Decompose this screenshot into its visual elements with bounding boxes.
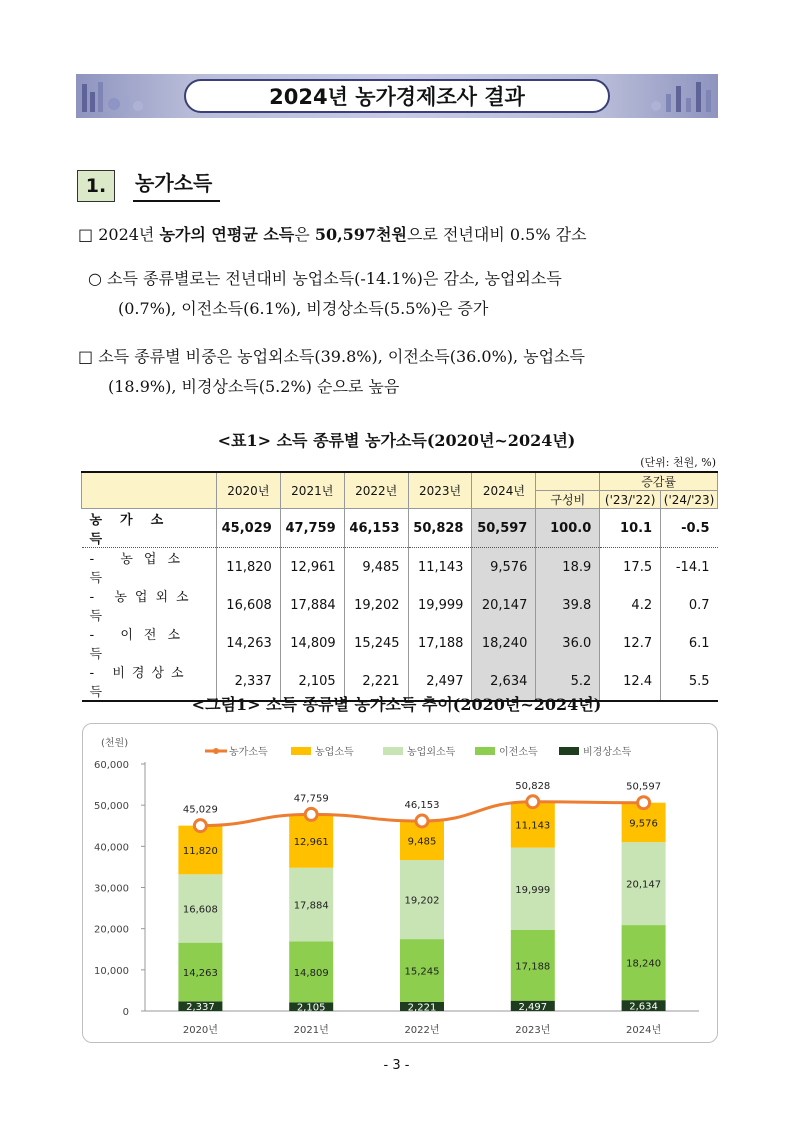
bar-data-label: 14,809 xyxy=(293,967,329,979)
table-cell: 6.1 xyxy=(661,624,718,662)
p3-line-2: (18.9%), 비경상소득(5.2%) 순으로 높음 xyxy=(108,377,400,396)
bar-data-label: 11,820 xyxy=(182,845,218,857)
summary-paragraph-3 xyxy=(78,342,585,402)
x-tick-label: 2020년 xyxy=(182,1025,218,1036)
table-cell: 2,337 xyxy=(216,662,280,701)
bar-data-label: 2,105 xyxy=(296,1002,326,1014)
bar-data-label: 19,202 xyxy=(404,895,440,907)
row-label: - 농업외소득 xyxy=(89,590,197,624)
table-cell: 36.0 xyxy=(536,624,600,662)
line-marker xyxy=(305,808,317,820)
table-cell: 11,143 xyxy=(408,548,472,587)
p1-bold-1: 농가의 연평균 소득 xyxy=(159,225,295,244)
line-data-label: 47,759 xyxy=(293,793,329,805)
legend-swatch xyxy=(559,747,579,755)
table-cell: 12.4 xyxy=(600,662,661,701)
table-cell: 18.9 xyxy=(536,548,600,587)
header-year: 2022년 xyxy=(344,472,408,509)
table-caption: <표1> 소득 종류별 농가소득(2020년~2024년) xyxy=(217,431,576,450)
bar-data-label: 17,884 xyxy=(293,900,329,912)
y-tick-label: 30,000 xyxy=(94,883,129,895)
table-cell: 18,240 xyxy=(472,624,536,662)
table-cell: 14,263 xyxy=(216,624,280,662)
table-cell: 45,029 xyxy=(216,509,280,548)
table-row xyxy=(82,624,718,662)
line-data-label: 46,153 xyxy=(404,800,440,812)
bar-data-label: 14,263 xyxy=(182,968,218,980)
table-cell: 5.5 xyxy=(661,662,718,701)
table-cell: 2,105 xyxy=(280,662,344,701)
table-cell: 19,202 xyxy=(344,586,408,624)
table-cell: 17,188 xyxy=(408,624,472,662)
legend-label: 이전소득 xyxy=(499,747,538,758)
p1-prefix: □ 2024년 xyxy=(78,225,160,244)
row-label: - 농업소득 xyxy=(89,552,191,586)
y-tick-label: 10,000 xyxy=(94,965,129,977)
bar-data-label: 2,497 xyxy=(518,1001,548,1013)
line-data-label: 45,029 xyxy=(182,804,218,816)
bar-data-label: 12,961 xyxy=(293,837,329,849)
table-cell: 2,221 xyxy=(344,662,408,701)
banner-title: 2024년 농가경제조사 결과 xyxy=(184,79,610,113)
legend-label: 비경상소득 xyxy=(583,747,632,758)
table-cell: 11,820 xyxy=(216,548,280,587)
figure-caption: <그림1> 소득 종류별 농가소득 추이(2020년~2024년) xyxy=(191,695,602,714)
legend-marker xyxy=(213,748,219,754)
bar-data-label: 18,240 xyxy=(626,958,662,970)
header-change-24-23: ('24/'23) xyxy=(661,491,718,509)
title-banner xyxy=(76,74,718,118)
x-tick-label: 2023년 xyxy=(515,1025,551,1036)
header-blank xyxy=(82,472,217,509)
table-cell: 5.2 xyxy=(536,662,600,701)
header-year: 2024년 xyxy=(472,472,536,509)
table-cell: -0.5 xyxy=(661,509,718,548)
bar-data-label: 2,337 xyxy=(186,1002,215,1014)
table-cell: 14,809 xyxy=(280,624,344,662)
x-tick-label: 2021년 xyxy=(293,1025,329,1036)
table-cell: 10.1 xyxy=(600,509,661,548)
bar-data-label: 9,576 xyxy=(629,818,658,830)
summary-paragraph-2 xyxy=(88,264,562,324)
table-cell: 2,497 xyxy=(408,662,472,701)
table-cell: 17.5 xyxy=(600,548,661,587)
p1-bold-2: 50,597천원 xyxy=(314,225,407,244)
income-table xyxy=(81,471,718,702)
bar-graph-decoration-icon xyxy=(624,80,714,114)
table-cell: 16,608 xyxy=(216,586,280,624)
legend-label: 농가소득 xyxy=(229,747,268,758)
summary-paragraph-1 xyxy=(78,220,587,250)
y-axis-label: (천원) xyxy=(101,738,129,749)
header-year: 2020년 xyxy=(216,472,280,509)
table-cell: 50,597 xyxy=(472,509,536,548)
y-tick-label: 60,000 xyxy=(94,760,129,771)
line-marker xyxy=(638,797,650,809)
table-cell: 17,884 xyxy=(280,586,344,624)
legend-swatch xyxy=(291,747,311,755)
y-tick-label: 20,000 xyxy=(94,924,129,936)
table-cell: 12.7 xyxy=(600,624,661,662)
table-unit: (단위: 천원, %) xyxy=(640,456,716,469)
legend-label: 농업외소득 xyxy=(407,747,456,758)
row-label: 농가소득 xyxy=(82,509,217,548)
table-row xyxy=(82,586,718,624)
p3-line-1: □ 소득 종류별 비중은 농업외소득(39.8%), 이전소득(36.0%), 농업소득 xyxy=(78,347,586,366)
legend-swatch xyxy=(383,747,403,755)
line-data-label: 50,828 xyxy=(515,780,551,792)
table-cell: 12,961 xyxy=(280,548,344,587)
bar-data-label: 16,608 xyxy=(182,904,218,916)
y-tick-label: 50,000 xyxy=(94,801,129,813)
header-change-23-22: ('23/'22) xyxy=(600,491,661,509)
table-cell: 15,245 xyxy=(344,624,408,662)
line-data-label: 50,597 xyxy=(626,781,662,793)
legend-swatch xyxy=(475,747,495,755)
table-cell: 0.7 xyxy=(661,586,718,624)
chart-svg xyxy=(83,724,719,1044)
section-title: 농가소득 xyxy=(133,167,220,202)
page-number: - 3 - xyxy=(383,1058,410,1073)
legend-label: 농업소득 xyxy=(315,747,354,758)
income-chart xyxy=(82,723,718,1043)
p1-mid: 은 xyxy=(294,225,315,244)
table-cell: 47,759 xyxy=(280,509,344,548)
table-row xyxy=(82,509,718,548)
header-year: 2023년 xyxy=(408,472,472,509)
table-cell: 9,485 xyxy=(344,548,408,587)
header-year: 2021년 xyxy=(280,472,344,509)
bar-data-label: 17,188 xyxy=(515,961,551,973)
section-heading xyxy=(77,167,220,202)
bar-data-label: 19,999 xyxy=(515,884,551,896)
row-label: - 비경상소득 xyxy=(82,662,217,701)
bar-data-label: 20,147 xyxy=(626,879,662,891)
table-row xyxy=(82,548,718,587)
y-tick-label: 0 xyxy=(122,1007,129,1018)
p2-line-1: ○ 소득 종류별로는 전년대비 농업소득(-14.1%)은 감소, 농업외소득 xyxy=(88,269,562,288)
bar-data-label: 2,221 xyxy=(407,1002,437,1014)
line-marker xyxy=(194,820,206,832)
table-cell: 19,999 xyxy=(408,586,472,624)
header-change-rate: 증감률 xyxy=(600,472,718,491)
table-cell: 4.2 xyxy=(600,586,661,624)
section-number: 1. xyxy=(77,170,115,202)
header-blank xyxy=(536,472,600,491)
table-cell: 9,576 xyxy=(472,548,536,587)
table-cell: 50,828 xyxy=(408,509,472,548)
p1-suffix: 으로 전년대비 0.5% 감소 xyxy=(406,225,587,244)
bar-data-label: 11,143 xyxy=(515,820,551,832)
table-cell: 2,634 xyxy=(472,662,536,701)
header-share: 구성비 xyxy=(536,491,600,509)
bar-data-label: 15,245 xyxy=(404,966,440,978)
x-tick-label: 2024년 xyxy=(626,1025,662,1036)
p2-line-2: (0.7%), 이전소득(6.1%), 비경상소득(5.5%)은 증가 xyxy=(118,299,489,318)
bar-data-label: 2,634 xyxy=(629,1001,658,1013)
table-cell: 20,147 xyxy=(472,586,536,624)
y-tick-label: 40,000 xyxy=(94,842,129,854)
row-label: - 이전소득 xyxy=(89,628,191,662)
table-cell: 100.0 xyxy=(536,509,600,548)
bar-graph-decoration-icon xyxy=(80,80,170,114)
x-tick-label: 2022년 xyxy=(404,1025,440,1036)
table-cell: -14.1 xyxy=(661,548,718,587)
bar-data-label: 9,485 xyxy=(407,836,437,848)
line-marker xyxy=(527,796,539,808)
table-cell: 46,153 xyxy=(344,509,408,548)
table-cell: 39.8 xyxy=(536,586,600,624)
line-marker xyxy=(416,815,428,827)
